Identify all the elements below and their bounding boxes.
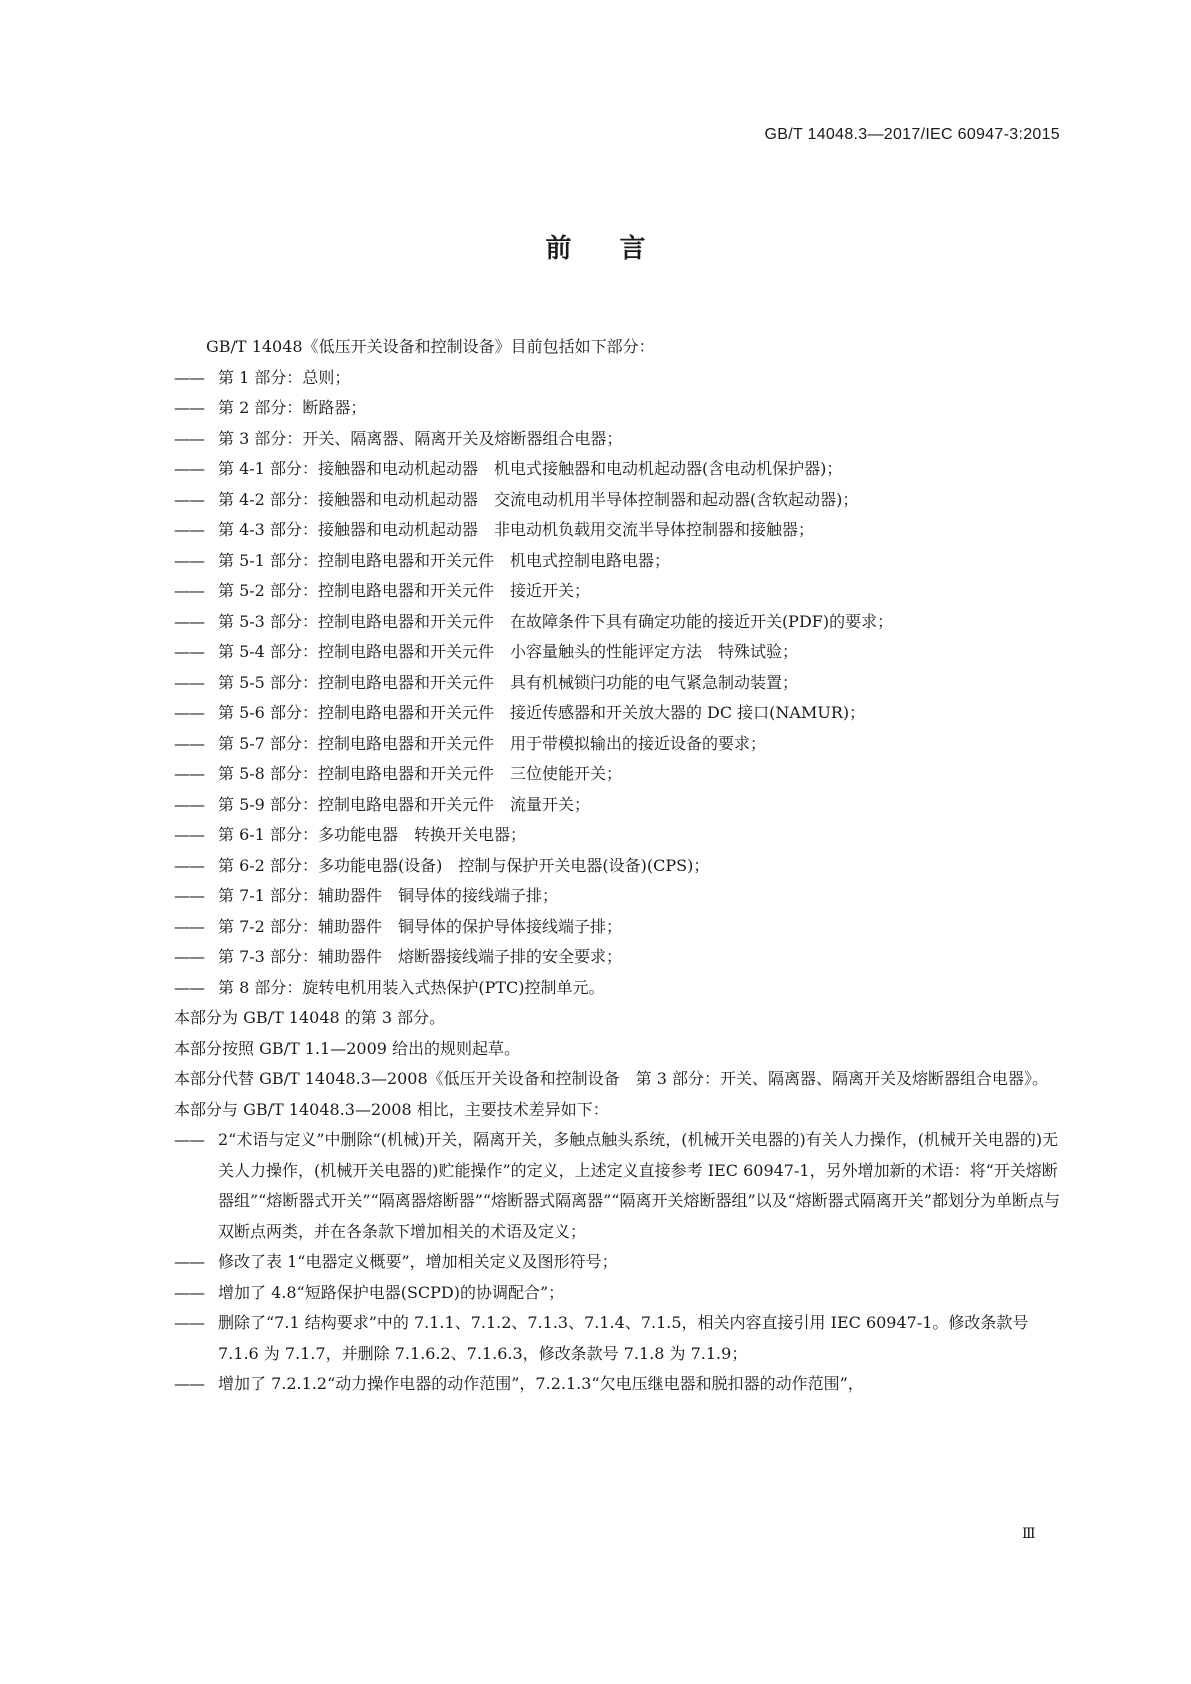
list-item: —— 2“术语与定义”中删除“(机械)开关，隔离开关，多触点触头系统，(机械开关电器的)有关人力操作，(机械开关电器的)无关人力操作，(机械开关电器的)贮能操作”的定义，上述定义直接参考 IEC 60947-1，另外增加新的术语：将“开关熔断器组”“熔断器式开关”“隔离器熔断器”“熔断器式隔离器”“隔离开关熔断器组”以及“熔断器式隔离开关”都划分为单断点与双断点两类，并在各条款下增加相关的术语及定义； — [174, 1130, 1060, 1241]
list-item: —— 第 5-9 部分：控制电路电器和开关元件 流量开关； — [174, 794, 590, 814]
parts-list — [174, 363, 1064, 1004]
page-title: 前言 — [545, 234, 694, 264]
list-item: —— 第 5-6 部分：控制电路电器和开关元件 接近传感器和开关放大器的 DC 接口(NAMUR)； — [174, 703, 866, 722]
list-item: —— 第 8 部分：旋转电机用装入式热保护(PTC)控制单元。 — [174, 977, 605, 997]
list-item: —— 第 4-2 部分：接触器和电动机起动器 交流电动机用半导体控制器和起动器(含软起动器)； — [174, 489, 859, 509]
document-body — [174, 332, 1064, 1400]
list-item: —— 第 4-1 部分：接触器和电动机起动器 机电式接触器和电动机起动器(含电动机保护器)； — [174, 459, 843, 478]
list-item: —— 第 7-1 部分：辅助器件 铜导体的接线端子排； — [174, 886, 558, 905]
list-item: —— 修改了表 1“电器定义概要”，增加相关定义及图形符号； — [174, 1252, 618, 1271]
list-item: —— 第 5-1 部分：控制电路电器和开关元件 机电式控制电路电器； — [174, 550, 670, 570]
changes-list — [174, 1125, 1064, 1400]
intro-paragraph: GB/T 14048《低压开关设备和控制设备》目前包括如下部分： — [206, 337, 655, 356]
list-item: —— 第 5-8 部分：控制电路电器和开关元件 三位使能开关； — [174, 764, 622, 783]
list-item: —— 第 6-1 部分：多功能电器 转换开关电器； — [174, 825, 526, 844]
paragraph-replaces: 本部分代替 GB/T 14048.3—2008《低压开关设备和控制设备 第 3 部分：开关、隔离器、隔离开关及熔断器组合电器》。 — [174, 1069, 1049, 1088]
list-item: —— 第 1 部分：总则； — [174, 367, 351, 387]
list-item: —— 删除了“7.1 结构要求”中的 7.1.1、7.1.2、7.1.3、7.1.4、7.1.5，相关内容直接引用 IEC 60947-1。修改条款号 7.1.6 为 7.1.7，并删除 7.1.6.2、7.1.6.3，修改条款号 7.1.8 为 7.1.9； — [174, 1313, 1034, 1363]
paragraph-drafted: 本部分按照 GB/T 1.1—2009 给出的规则起草。 — [174, 1038, 521, 1058]
list-item: —— 第 3 部分：开关、隔离器、隔离开关及熔断器组合电器； — [174, 428, 623, 448]
paragraph-differences: 本部分与 GB/T 14048.3—2008 相比，主要技术差异如下： — [174, 1099, 609, 1119]
list-item: —— 第 7-3 部分：辅助器件 熔断器接线端子排的安全要求； — [174, 947, 622, 966]
list-item: —— 第 5-7 部分：控制电路电器和开关元件 用于带模拟输出的接近设备的要求； — [174, 733, 766, 753]
paragraph-part3: 本部分为 GB/T 14048 的第 3 部分。 — [174, 1008, 446, 1027]
list-item: —— 第 5-4 部分：控制电路电器和开关元件 小容量触头的性能评定方法 特殊试验； — [174, 642, 798, 661]
standard-code-header: GB/T 14048.3—2017/IEC 60947-3:2015 — [764, 126, 1060, 143]
list-item: —— 第 6-2 部分：多功能电器(设备) 控制与保护开关电器(设备)(CPS)； — [174, 855, 710, 875]
list-item: —— 第 5-2 部分：控制电路电器和开关元件 接近开关； — [174, 581, 590, 600]
list-item: —— 第 4-3 部分：接触器和电动机起动器 非电动机负载用交流半导体控制器和接触器； — [174, 520, 814, 539]
list-item: —— 第 5-5 部分：控制电路电器和开关元件 具有机械锁闩功能的电气紧急制动装置； — [174, 672, 798, 692]
list-item: —— 第 7-2 部分：辅助器件 铜导体的保护导体接线端子排； — [174, 916, 622, 936]
list-item: —— 第 5-3 部分：控制电路电器和开关元件 在故障条件下具有确定功能的接近开关(PDF)的要求； — [174, 611, 894, 631]
list-item: —— 第 2 部分：断路器； — [174, 398, 367, 417]
list-item: —— 增加了 7.2.1.2“动力操作电器的动作范围”，7.2.1.3“欠电压继电器和脱扣器的动作范围”， — [174, 1374, 864, 1393]
page-number: Ⅲ — [1022, 1526, 1036, 1542]
list-item: —— 增加了 4.8“短路保护电器(SCPD)的协调配合”； — [174, 1282, 565, 1302]
